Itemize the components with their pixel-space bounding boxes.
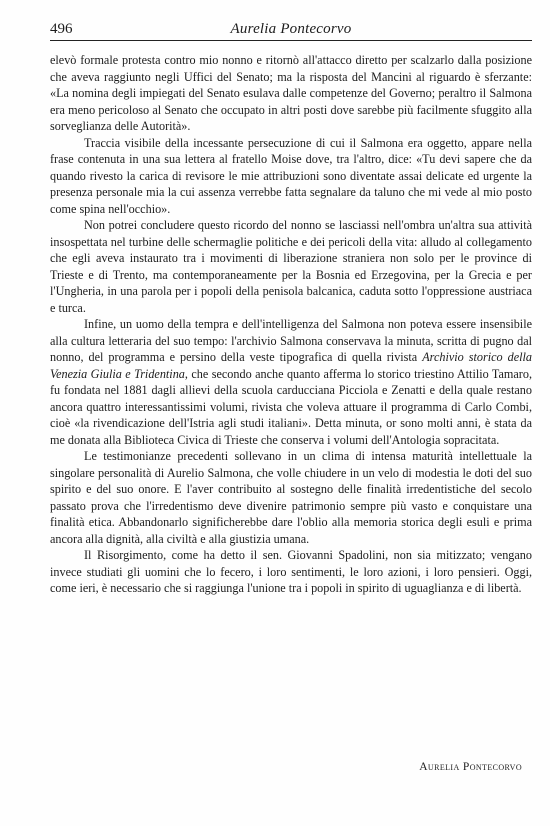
author-signature: Aurelia Pontecorvo — [419, 761, 522, 773]
running-head: Aurelia Pontecorvo — [230, 21, 352, 37]
page-header — [50, 19, 532, 41]
paragraph-2: Traccia visibile della incessante persecuzione di cui il Salmona era oggetto, appare nella frase contenuta in una sua lettera al fratello Moise dove, tra l'altro, dice: «Tu devi sapere che da quando rivesto la carica di revisore le mie attribuzioni sono diventate assai delicate ed urgente la presenza personale mia la cui assenza verrebbe fatta segnalare da taluno che mi vede al mio posto come spina nell'occhio». — [50, 135, 532, 216]
paragraph-1: elevò formale protesta contro mio nonno e ritornò all'attacco diretto per scalzarlo dalla posizione che aveva raggiunto negli Uffici del Senato; ma la risposta del Mancini al riguardo è sferzante: «La nomina degli impiegati del Senato esulava dalle competenze del Governo; peraltro il Salmona era meno pericoloso al Senato che occupato in altri posti dove sarebbe più facilmente sfuggito alla sorveglianza delle Autorità». — [50, 53, 532, 133]
page-number: 496 — [50, 21, 73, 37]
paragraph-4-start: Infine, un uomo della tempra e dell'intelligenza del Salmona non poteva essere insensibile alla cultura letteraria del suo tempo: l'archivio Salmona conservava la minuta, scritta di pugno dal nonno, del programma e persino della veste tipografica di quella rivista — [50, 317, 532, 364]
paragraph-4 — [50, 316, 532, 448]
journal-title: Archivio storico della Venezia Giulia e Tridentina — [50, 350, 532, 381]
paragraph-5: Le testimonianze precedenti sollevano in un clima di intensa maturità intellettuale la singolare personalità di Aurelio Salmona, che volle chiudere in un velo di modestia le doti del suo spirito e del suo onore. E l'aver contribuito al sostegno delle finalità irredentistiche del secolo passato prova che l'irredentismo deve divenire patrimonio sempre più vasto e conquistare una finalità etica. Abbandonarlo significherebbe dare l'oblio alla memoria storica degli esuli e prima ancora alla dignità, alla civiltà e alla giustizia umana. — [50, 449, 532, 546]
header-rule — [50, 40, 532, 41]
body-text — [50, 52, 532, 597]
paragraph-3: Non potrei concludere questo ricordo del nonno se lasciassi nell'ombra un'altra sua attività insospettata nel turbine delle schermaglie politiche e dei pericoli della vita: alludo al collegamento che egli aveva instaurato tra i movimenti di liberazione straniera non solo per le province di Trieste e di Trento, ma contemporaneamente per la Bosnia ed Erzegovina, per la Grecia e per l'Ungheria, in una parola per i popoli della penisola balcanica, caduta sotto l'oppressione austriaca e turca. — [50, 218, 532, 315]
paragraph-6: Il Risorgimento, come ha detto il sen. Giovanni Spadolini, non sia mitizzato; vengano invece studiati gli uomini che lo fecero, i loro sentimenti, le loro azioni, i loro pensieri. Oggi, come ieri, è necessario che si raggiunga l'unione tra i popoli in spirito di uguaglianza e di libertà. — [50, 548, 532, 595]
paragraph-4-rest: , che secondo anche quanto afferma lo storico triestino Attilio Tamaro, fu fondata nel 1881 dagli allievi della scuola carducciana Picciola e Zenatti e della quale restano ancora quattro interessantissimi volumi, rivista che voleva attuare il programma di Carlo Combi, cioè «la rivendicazione dell'Istria agli studi italiani». Detta minuta, or sono molti anni, è stata da me donata alla Biblioteca Civica di Trieste che conserva i volumi dell'Antologia sopracitata. — [50, 366, 533, 447]
